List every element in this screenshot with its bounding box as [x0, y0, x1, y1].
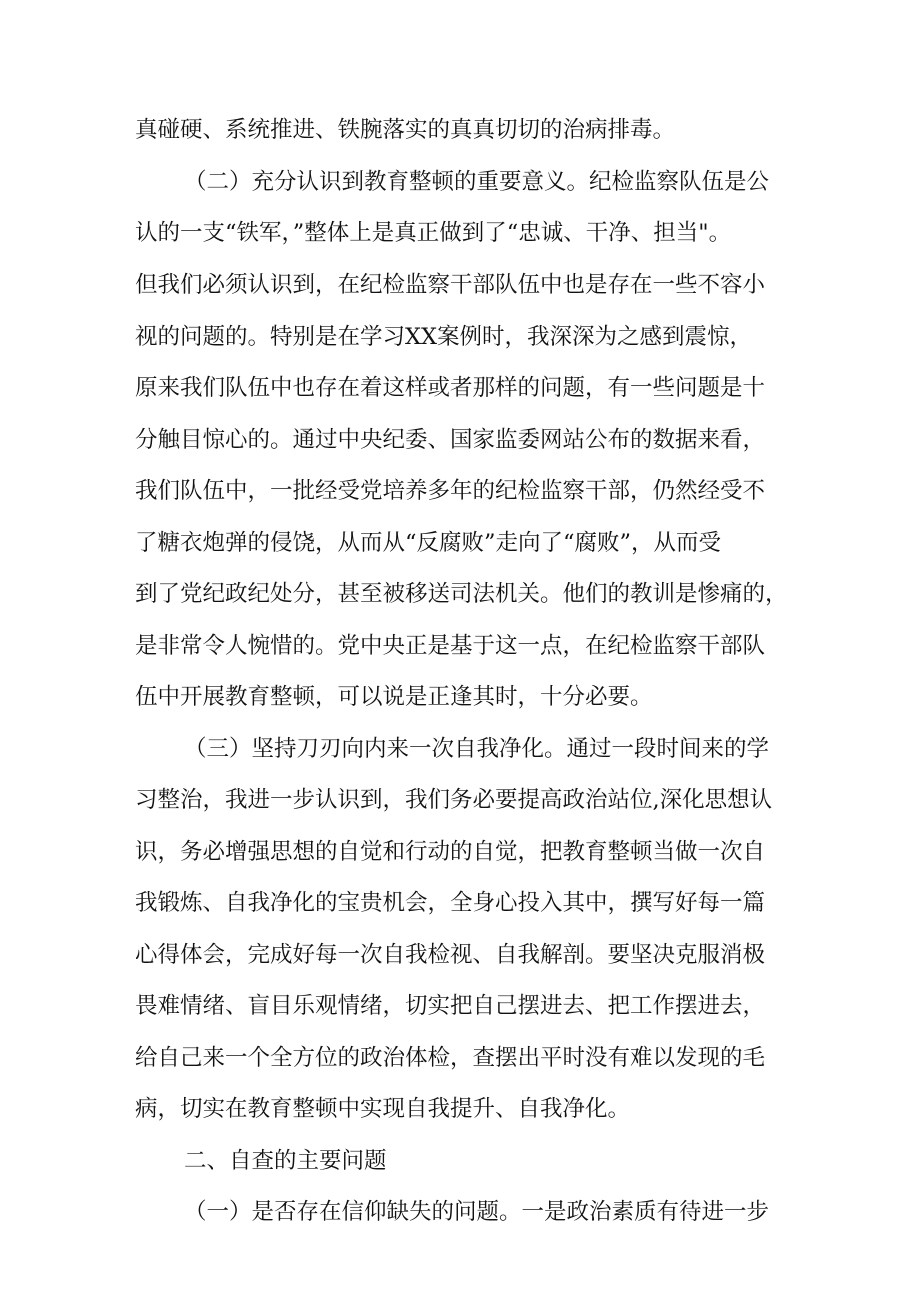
text-line: 我们队伍中，一批经受党培养多年的纪检监察干部，仍然经受不: [135, 478, 766, 504]
text-line: 识，务必增强思想的自觉和行动的自觉，把教育整顿当做一次自: [135, 839, 766, 865]
text-line: 但我们必须认识到，在纪检监察干部队伍中也是存在一些不容小: [135, 272, 766, 298]
text-line: 给自己来一个全方位的政治体检，查摆出平时没有难以发现的毛: [135, 1045, 766, 1071]
text-line: 心得体会，完成好每一次自我检视、自我解剖。要坚决克服消极: [135, 942, 766, 968]
paragraph-heading-2: （二）充分认识到教育整顿的重要意义。纪检监察队伍是公: [184, 169, 770, 195]
text-line: 原来我们队伍中也存在着这样或者那样的问题，有一些问题是十: [135, 375, 766, 401]
section-heading: 二、自查的主要问题: [184, 1148, 387, 1174]
paragraph-heading-1: （一）是否存在信仰缺失的问题。一是政治素质有待进一步: [184, 1199, 770, 1225]
paragraph-heading-3: （三）坚持刀刃向内来一次自我净化。通过一段时间来的学: [184, 736, 770, 762]
text-line: 伍中开展教育整顿，可以说是正逢其时，十分必要。: [135, 684, 653, 710]
text-line: 了糖衣炮弹的侵饶，从而从“反腐败”走向了“腐败”，从而受: [135, 530, 722, 556]
text-line: 畏难情绪、盲目乐观情绪，切实把自己摆进去、把工作摆进去，: [135, 993, 766, 1019]
text-line: 病，切实在教育整顿中实现自我提升、自我净化。: [135, 1096, 631, 1122]
text-line: 是非常令人惋惜的。党中央正是基于这一点，在纪检监察干部队: [135, 633, 766, 659]
text-line: 习整治，我进一步认识到，我们务必要提高政治站位,深化思想认: [135, 787, 773, 813]
text-line: 到了党纪政纪处分，甚至被移送司法机关。他们的教训是惨痛的，: [135, 581, 788, 607]
text-line: 认的一支“铁军，”整体上是真正做到了“忠诚、干净、担当"。: [135, 220, 732, 246]
text-line: 分触目惊心的。通过中央纪委、国家监委网站公布的数据来看，: [135, 427, 766, 453]
text-line: 我锻炼、自我净化的宝贵机会，全身心投入其中，撰写好每一篇: [135, 890, 766, 916]
text-line: 真碰硬、系统推进、铁腕落实的真真切切的治病排毒。: [135, 117, 676, 143]
text-line: 视的问题的。特别是在学习XX案例时，我深深为之感到震惊，: [135, 324, 753, 350]
